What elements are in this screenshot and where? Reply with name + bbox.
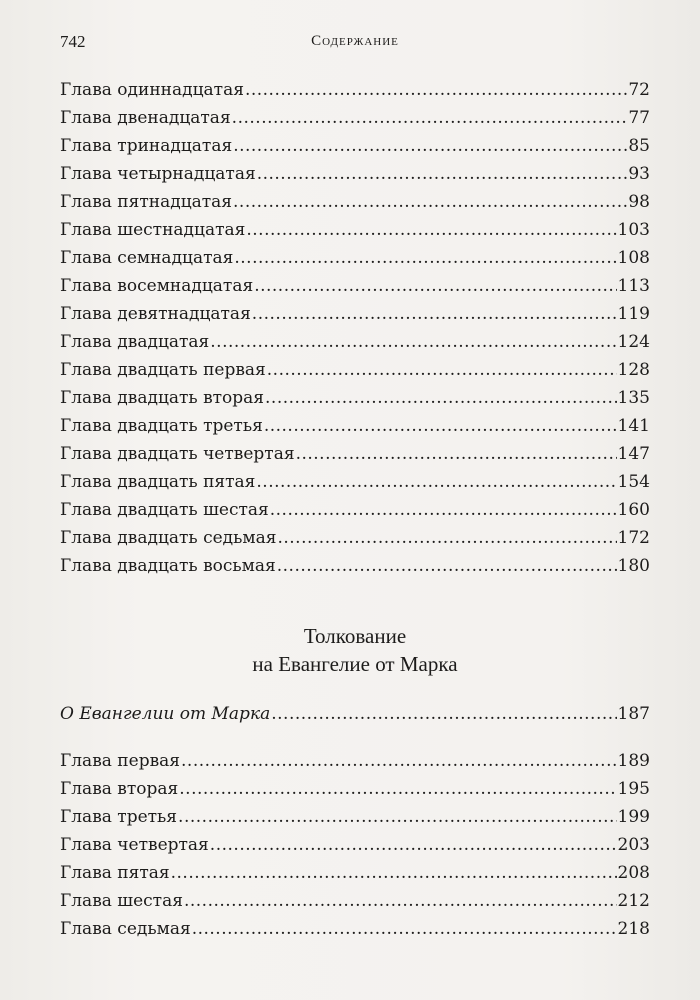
dot-leader (178, 807, 617, 827)
toc-entry-page: 160 (617, 500, 650, 520)
toc-entry-page: 103 (617, 220, 650, 240)
toc-entry-label: Глава вторая (60, 779, 179, 799)
toc-entry (60, 803, 650, 827)
section-heading-line-2: на Евангелие от Марка (252, 652, 458, 676)
dot-leader (277, 556, 617, 576)
toc-entry-page: 85 (628, 136, 650, 156)
toc-entry-label: Глава двадцать пятая (60, 472, 256, 492)
toc-entry-page: 203 (617, 835, 650, 855)
toc-entry-page: 172 (617, 528, 650, 548)
toc-entry (60, 384, 650, 408)
toc-entry-page: 72 (628, 80, 650, 100)
toc-entry-label: Глава шестнадцатая (60, 220, 246, 240)
dot-leader (179, 779, 616, 799)
toc-entry-label: Глава двадцать седьмая (60, 528, 277, 548)
toc-entry-page: 199 (617, 807, 650, 827)
toc-entry (60, 831, 650, 855)
dot-leader (233, 136, 627, 156)
dot-leader (181, 751, 617, 771)
dot-leader (265, 388, 617, 408)
toc-entry-label: Глава двенадцатая (60, 108, 231, 128)
dot-leader (256, 472, 616, 492)
toc-entry (60, 412, 650, 436)
dot-leader (245, 80, 627, 100)
dot-leader (233, 192, 627, 212)
toc-entry-page: 113 (617, 276, 650, 296)
toc-entry-page: 212 (617, 891, 650, 911)
dot-leader (210, 332, 616, 352)
toc-entry (60, 244, 650, 268)
toc-entry (60, 524, 650, 548)
toc-entry (60, 552, 650, 576)
dot-leader (192, 919, 617, 939)
toc-entry-page: 180 (617, 556, 650, 576)
toc-entry (60, 300, 650, 324)
toc-entry (60, 356, 650, 380)
toc-entry (60, 468, 650, 492)
running-title: Содержание (311, 33, 399, 49)
toc-entry-label: Глава четырнадцатая (60, 164, 256, 184)
dot-leader (257, 164, 628, 184)
dot-leader (232, 108, 628, 128)
toc-entry (60, 775, 650, 799)
toc-entry-page: 93 (628, 164, 650, 184)
toc-entry-label: Глава первая (60, 751, 181, 771)
dot-leader (246, 220, 616, 240)
toc-entry (60, 132, 650, 156)
toc-entry-label: Глава двадцатая (60, 332, 210, 352)
toc-entry-label: Глава двадцать восьмая (60, 556, 276, 576)
toc-entry-label: Глава семнадцатая (60, 248, 234, 268)
toc-entry (60, 104, 650, 128)
toc-entry (60, 160, 650, 184)
toc-entry-page: 208 (617, 863, 650, 883)
toc-entry-label: Глава четвертая (60, 835, 209, 855)
toc-entry-label: Глава одиннадцатая (60, 80, 244, 100)
toc-entry-label: Глава пятая (60, 863, 170, 883)
toc-entry-page: 218 (617, 919, 650, 939)
dot-leader (171, 863, 617, 883)
dot-leader (277, 528, 616, 548)
toc-entry (60, 328, 650, 352)
dot-leader (270, 500, 617, 520)
toc-entry-page: 147 (617, 444, 650, 464)
toc-entry (60, 188, 650, 212)
dot-leader (254, 276, 616, 296)
toc-entry-label: Глава шестая (60, 891, 183, 911)
toc-entry-label: Глава тринадцатая (60, 136, 233, 156)
toc-entry-page: 124 (617, 332, 650, 352)
toc-entry (60, 915, 650, 939)
toc-entry (60, 496, 650, 520)
toc-entry (60, 887, 650, 911)
toc-entry (60, 747, 650, 771)
toc-entry-label: Глава седьмая (60, 919, 191, 939)
toc-entry (60, 272, 650, 296)
dot-leader (252, 304, 617, 324)
toc-entry-intro (60, 700, 650, 724)
dot-leader (296, 444, 617, 464)
dot-leader (184, 891, 617, 911)
dot-leader (267, 360, 617, 380)
toc-entry (60, 216, 650, 240)
toc-entry-page: 154 (617, 472, 650, 492)
toc-entry-page: 108 (617, 248, 650, 268)
toc-entry-label: Глава двадцать вторая (60, 388, 265, 408)
dot-leader (271, 704, 616, 724)
dot-leader (234, 248, 616, 268)
toc-entry-label: Глава двадцать третья (60, 416, 263, 436)
dot-leader (210, 835, 617, 855)
toc-entry (60, 440, 650, 464)
page-number: 742 (60, 32, 86, 51)
toc-entry (60, 859, 650, 883)
toc-entry-page: 187 (617, 704, 650, 724)
toc-entry-label: Глава двадцать первая (60, 360, 266, 380)
page-header (60, 32, 650, 56)
toc-entry-page: 195 (617, 779, 650, 799)
toc-entry-page: 119 (617, 304, 650, 324)
toc-entry-page: 141 (617, 416, 650, 436)
section-heading-line-1: Толкование (303, 624, 407, 648)
toc-entry-page: 98 (628, 192, 650, 212)
dot-leader (264, 416, 617, 436)
toc-entry-page: 128 (617, 360, 650, 380)
toc-entry-label: Глава двадцать четвертая (60, 444, 295, 464)
toc-entry-page: 189 (617, 751, 650, 771)
toc-entry-label: Глава девятнадцатая (60, 304, 251, 324)
toc-entry-label: Глава двадцать шестая (60, 500, 269, 520)
toc-entry-page: 77 (628, 108, 650, 128)
toc-entry (60, 76, 650, 100)
toc-entry-page: 135 (617, 388, 650, 408)
toc-entry-label: Глава пятнадцатая (60, 192, 233, 212)
toc-entry-label: О Евангелии от Марка (60, 704, 271, 724)
toc-entry-label: Глава восемнадцатая (60, 276, 254, 296)
toc-entry-label: Глава третья (60, 807, 178, 827)
